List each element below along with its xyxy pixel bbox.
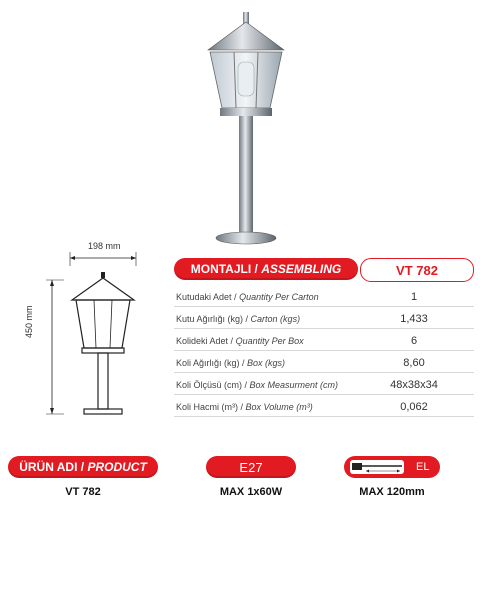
spec-row xyxy=(174,376,474,395)
assembling-en-label: ASSEMBLING xyxy=(261,262,342,276)
technical-drawing xyxy=(24,236,154,426)
product-separator: / xyxy=(77,460,88,474)
spec-label-en: Carton (kgs) xyxy=(250,314,301,324)
lamp-socket-badge xyxy=(206,456,296,478)
spec-value: 8,60 xyxy=(403,357,425,369)
product-value: VT 782 xyxy=(65,486,101,498)
cable-icon xyxy=(350,460,404,474)
spec-value: 6 xyxy=(410,335,418,347)
spec-label-tr: Koli Ölçüsü (cm) xyxy=(176,380,243,390)
spec-label-tr: Kolideki Adet xyxy=(176,336,229,346)
spec-label xyxy=(176,336,354,346)
spec-label-sep: / xyxy=(238,402,246,412)
spec-label-en: Box Volume (m³) xyxy=(245,402,313,412)
spec-row xyxy=(174,310,474,329)
spec-value: 48x38x34 xyxy=(390,379,438,391)
lamp-value: MAX 1x60W xyxy=(219,486,283,498)
spec-label-tr: Kutudaki Adet xyxy=(176,292,232,302)
assembling-badge xyxy=(174,258,358,280)
spec-row xyxy=(174,288,474,307)
el-label: EL xyxy=(416,461,430,473)
spec-table xyxy=(174,288,474,420)
spec-label-tr: Kutu Ağırlığı (kg) xyxy=(176,314,244,324)
spec-label-tr: Koli Ağırlığı (kg) xyxy=(176,358,240,368)
spec-row xyxy=(174,332,474,351)
spec-label-en: Quantity Per Box xyxy=(235,336,304,346)
spec-label xyxy=(176,402,354,412)
spec-label xyxy=(176,380,354,390)
spec-label-sep: / xyxy=(242,380,250,390)
spec-label xyxy=(176,358,354,368)
spec-label xyxy=(176,292,354,302)
product-photo xyxy=(196,8,296,248)
model-badge xyxy=(360,258,474,282)
spec-label-en: Box Measurment (cm) xyxy=(249,380,339,390)
spec-value: 1,433 xyxy=(400,313,428,325)
lamp-socket-label: E27 xyxy=(239,459,263,475)
spec-value: 1 xyxy=(410,291,418,303)
spec-row xyxy=(174,398,474,417)
assembling-tr-label: MONTAJLI xyxy=(190,262,252,276)
height-dimension-label: 450 mm xyxy=(24,305,34,338)
cable-length-badge xyxy=(344,456,440,478)
spec-label xyxy=(176,314,354,324)
spec-label-en: Box (kgs) xyxy=(247,358,286,368)
assembling-separator: / xyxy=(251,262,262,276)
cable-length-value: MAX 120mm xyxy=(359,486,425,498)
spec-label-sep: / xyxy=(228,336,236,346)
product-badge xyxy=(8,456,158,478)
spec-label-sep: / xyxy=(231,292,240,302)
spec-row xyxy=(174,354,474,373)
spec-label-tr: Koli Hacmi (m³) xyxy=(176,402,238,412)
product-tr-label: ÜRÜN ADI xyxy=(19,460,78,474)
spec-value: 0,062 xyxy=(400,401,428,413)
spec-label-sep: / xyxy=(243,314,251,324)
width-dimension-label: 198 mm xyxy=(88,241,121,251)
product-en-label: PRODUCT xyxy=(87,460,147,474)
model-label: VT 782 xyxy=(396,262,438,278)
spec-label-en: Quantity Per Carton xyxy=(239,292,319,302)
spec-label-sep: / xyxy=(239,358,248,368)
